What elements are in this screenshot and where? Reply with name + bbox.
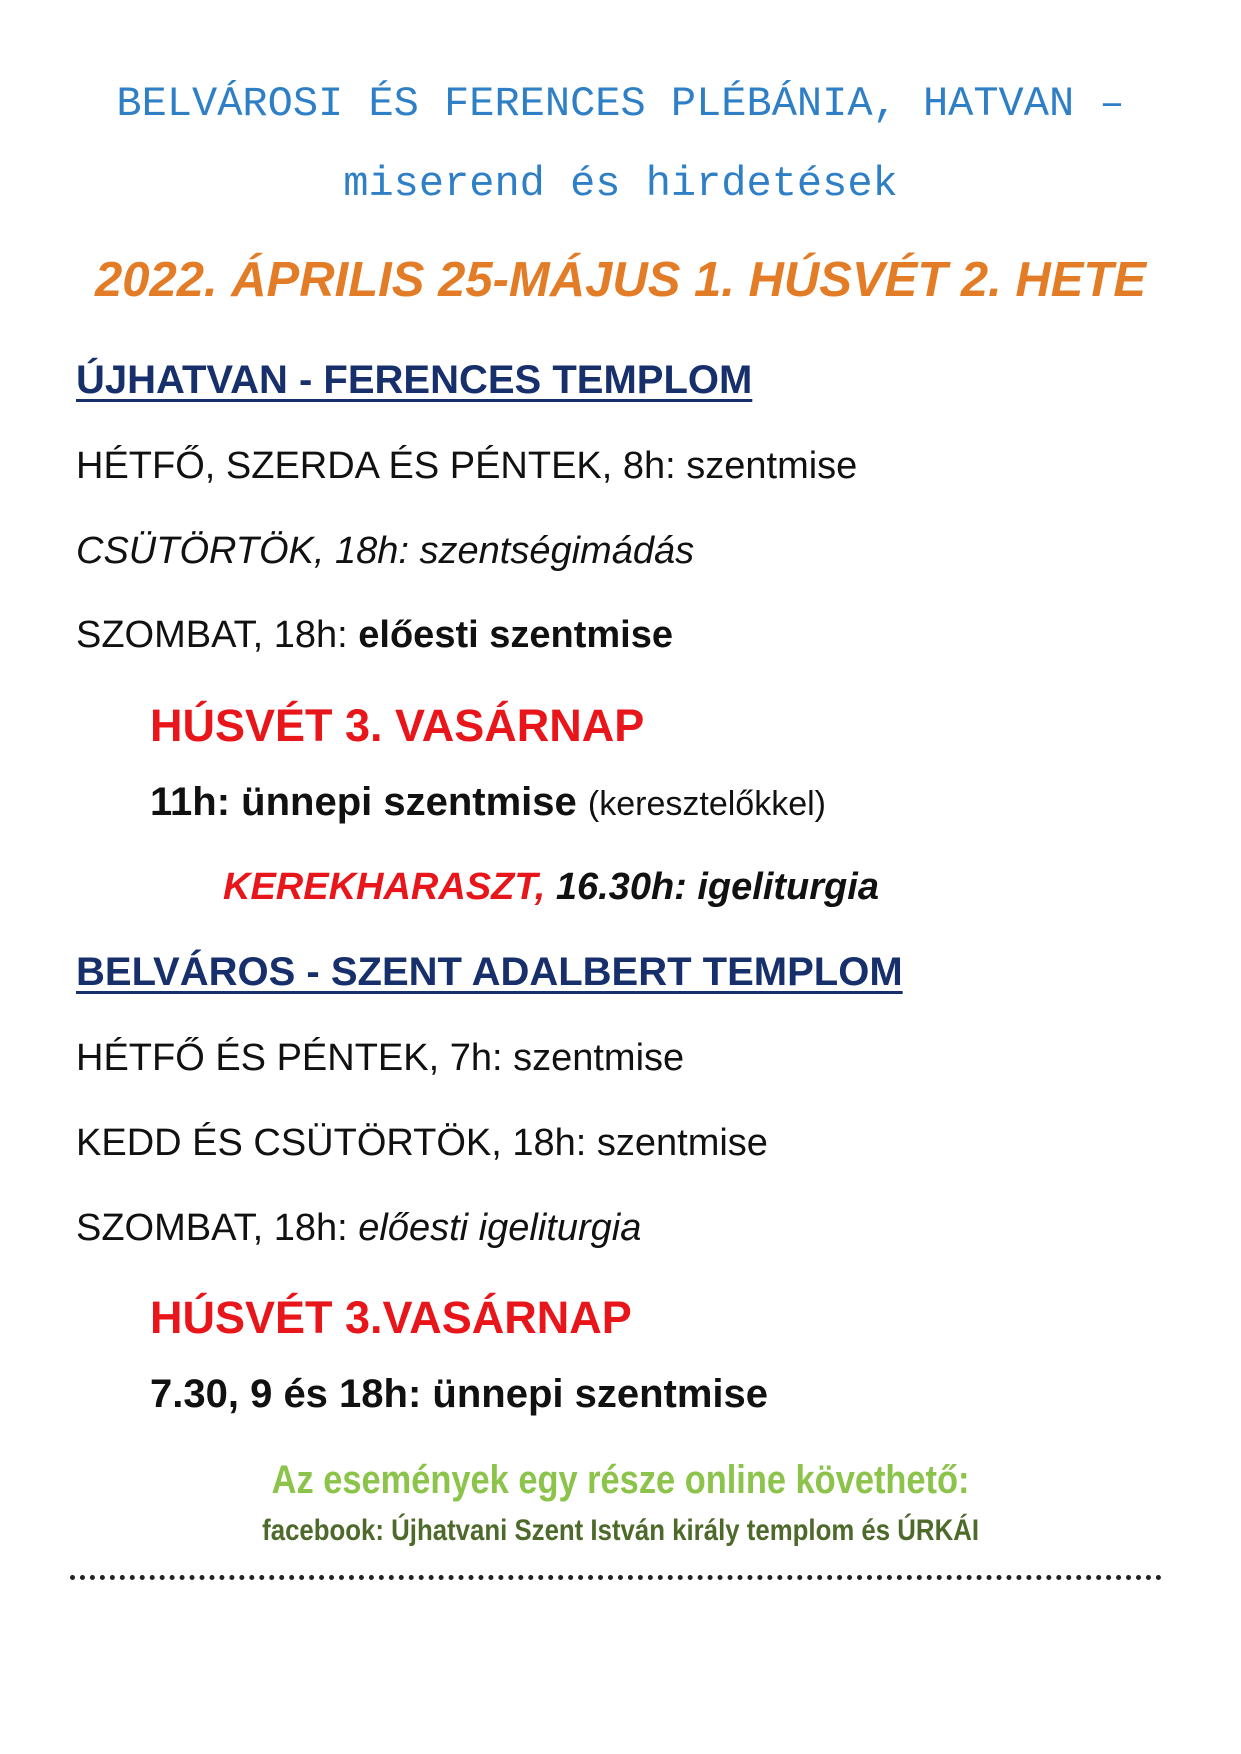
belvaros-saturday-event: előesti igeliturgia: [358, 1207, 642, 1249]
belvaros-monday-friday-schedule: HÉTFŐ ÉS PÉNTEK, 7h: szentmise: [76, 1037, 685, 1079]
belvaros-tuesday-thursday-schedule: KEDD ÉS CSÜTÖRTÖK, 18h: szentmise: [76, 1122, 768, 1164]
ujhatvan-thursday-schedule: CSÜTÖRTÖK, 18h: szentségimádás: [76, 530, 695, 572]
ujhatvan-saturday-time: SZOMBAT, 18h:: [76, 614, 359, 656]
dotted-divider: [70, 1575, 1162, 1580]
online-notice: Az események egy része online követhető:: [271, 1458, 970, 1502]
ujhatvan-heading: ÚJHATVAN - FERENCES TEMPLOM: [76, 358, 753, 402]
ujhatvan-weekday-schedule: HÉTFŐ, SZERDA ÉS PÉNTEK, 8h: szentmise: [76, 445, 858, 487]
belvaros-saturday-time: SZOMBAT, 18h:: [76, 1207, 359, 1249]
ujhatvan-saturday-event: előesti szentmise: [358, 614, 673, 656]
parish-title: BELVÁROSI ÉS FERENCES PLÉBÁNIA, HATVAN –: [116, 80, 1125, 128]
belvaros-heading: BELVÁROS - SZENT ADALBERT TEMPLOM: [76, 950, 903, 994]
ujhatvan-sunday-title: HÚSVÉT 3. VASÁRNAP: [150, 700, 645, 751]
ujhatvan-saturday-schedule: [76, 614, 673, 657]
kerekharaszt-schedule: [223, 866, 879, 909]
parish-subtitle: miserend és hirdetések: [343, 160, 898, 208]
belvaros-saturday-schedule: [76, 1207, 641, 1250]
kerekharaszt-place: KEREKHARASZT,: [223, 866, 546, 908]
kerekharaszt-event: 16.30h: igeliturgia: [545, 866, 879, 908]
week-date-heading: 2022. ÁPRILIS 25-MÁJUS 1. HÚSVÉT 2. HETE: [94, 253, 1147, 307]
facebook-notice: facebook: Újhatvani Szent István király templom és ÚRKÁI: [262, 1514, 980, 1547]
belvaros-sunday-title: HÚSVÉT 3.VASÁRNAP: [150, 1292, 632, 1343]
ujhatvan-sunday-mass: [150, 780, 826, 825]
ujhatvan-sunday-mass-text: 11h: ünnepi szentmise: [150, 780, 577, 824]
belvaros-sunday-mass: 7.30, 9 és 18h: ünnepi szentmise: [150, 1372, 769, 1416]
ujhatvan-sunday-mass-note: (keresztelőkkel): [587, 785, 826, 823]
